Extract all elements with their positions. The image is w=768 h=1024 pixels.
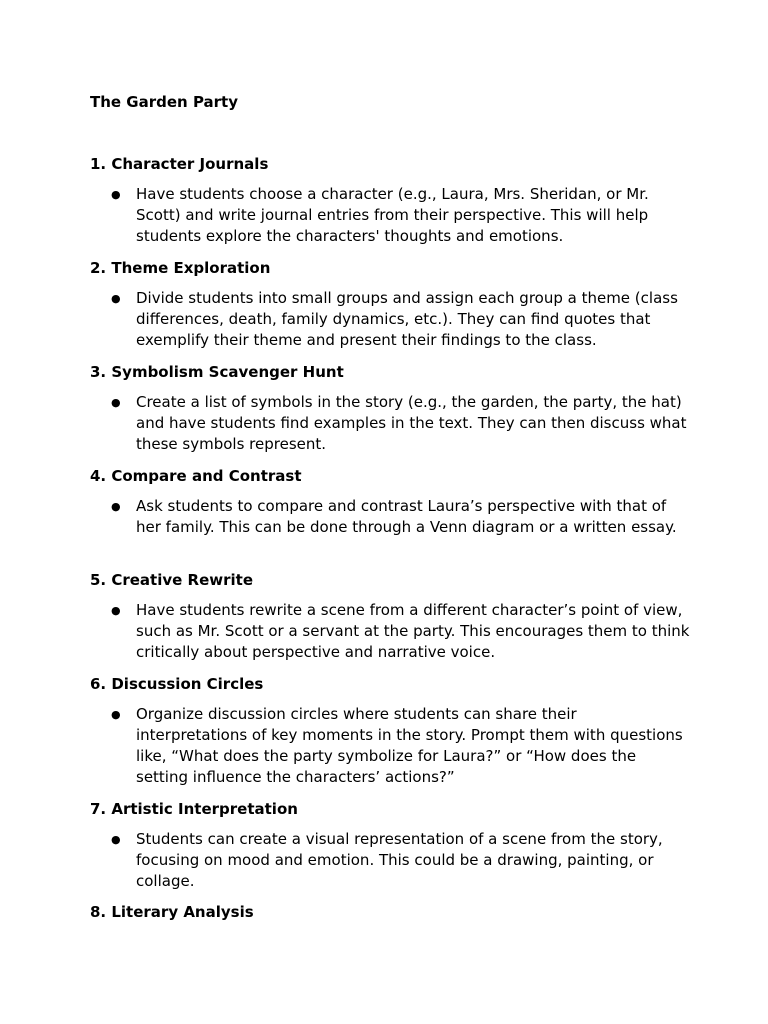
- section-heading: 8. Literary Analysis: [90, 903, 254, 921]
- bullet-icon: ●: [111, 292, 121, 305]
- bullet-item: [90, 704, 690, 788]
- bullet-icon: ●: [111, 708, 121, 721]
- section-heading: 2. Theme Exploration: [90, 259, 271, 277]
- bullet-text: Organize discussion circles where students can share their interpretations of key moments in the story. Prompt them with questions like, “What does the party symbolize for Laura?” or “How does the setting influence the characters’ actions?”: [136, 705, 683, 786]
- section-heading: 7. Artistic Interpretation: [90, 800, 298, 818]
- bullet-list: [90, 829, 690, 892]
- bullet-icon: ●: [111, 396, 121, 409]
- bullet-text: Have students rewrite a scene from a different character’s point of view, such as Mr. Scott or a servant at the party. This encourages them to think critically about perspective and narrative voice.: [136, 601, 690, 661]
- section-symbolism-scavenger-hunt: [90, 362, 690, 455]
- section-heading: 3. Symbolism Scavenger Hunt: [90, 363, 344, 381]
- document-title: The Garden Party: [90, 93, 239, 111]
- section-heading: 4. Compare and Contrast: [90, 467, 302, 485]
- bullet-icon: ●: [111, 604, 121, 617]
- bullet-text: Create a list of symbols in the story (e.g., the garden, the party, the hat) and have students find examples in the text. They can then discuss what these symbols represent.: [136, 393, 687, 453]
- section-heading: 1. Character Journals: [90, 155, 269, 173]
- section-discussion-circles: [90, 674, 690, 788]
- bullet-item: [90, 184, 690, 247]
- bullet-text: Divide students into small groups and assign each group a theme (class differences, death, family dynamics, etc.). They can find quotes that exemplify their theme and present their findings to the class.: [136, 289, 678, 349]
- section-literary-analysis: [90, 902, 690, 922]
- bullet-item: [90, 600, 690, 663]
- bullet-text: Have students choose a character (e.g., Laura, Mrs. Sheridan, or Mr. Scott) and write journal entries from their perspective. This will help students explore the characters' thoughts and emotions.: [136, 185, 649, 245]
- bullet-list: [90, 288, 690, 351]
- bullet-list: [90, 392, 690, 455]
- bullet-text: Ask students to compare and contrast Laura’s perspective with that of her family. This can be done through a Venn diagram or a written essay.: [136, 497, 677, 536]
- bullet-item: [90, 392, 690, 455]
- section-artistic-interpretation: [90, 799, 690, 892]
- bullet-list: [90, 600, 690, 663]
- bullet-icon: ●: [111, 833, 121, 846]
- bullet-item: [90, 288, 690, 351]
- bullet-icon: ●: [111, 188, 121, 201]
- bullet-item: [90, 829, 690, 892]
- section-theme-exploration: [90, 258, 690, 351]
- section-heading: 6. Discussion Circles: [90, 675, 264, 693]
- bullet-item: [90, 496, 690, 538]
- bullet-text: Students can create a visual representation of a scene from the story, focusing on mood and emotion. This could be a drawing, painting, or collage.: [136, 830, 663, 890]
- section-compare-and-contrast: [90, 466, 690, 538]
- bullet-list: [90, 184, 690, 247]
- section-heading: 5. Creative Rewrite: [90, 571, 254, 589]
- bullet-list: [90, 704, 690, 788]
- section-character-journals: [90, 154, 690, 247]
- section-creative-rewrite: [90, 570, 690, 663]
- bullet-icon: ●: [111, 500, 121, 513]
- bullet-list: [90, 496, 690, 538]
